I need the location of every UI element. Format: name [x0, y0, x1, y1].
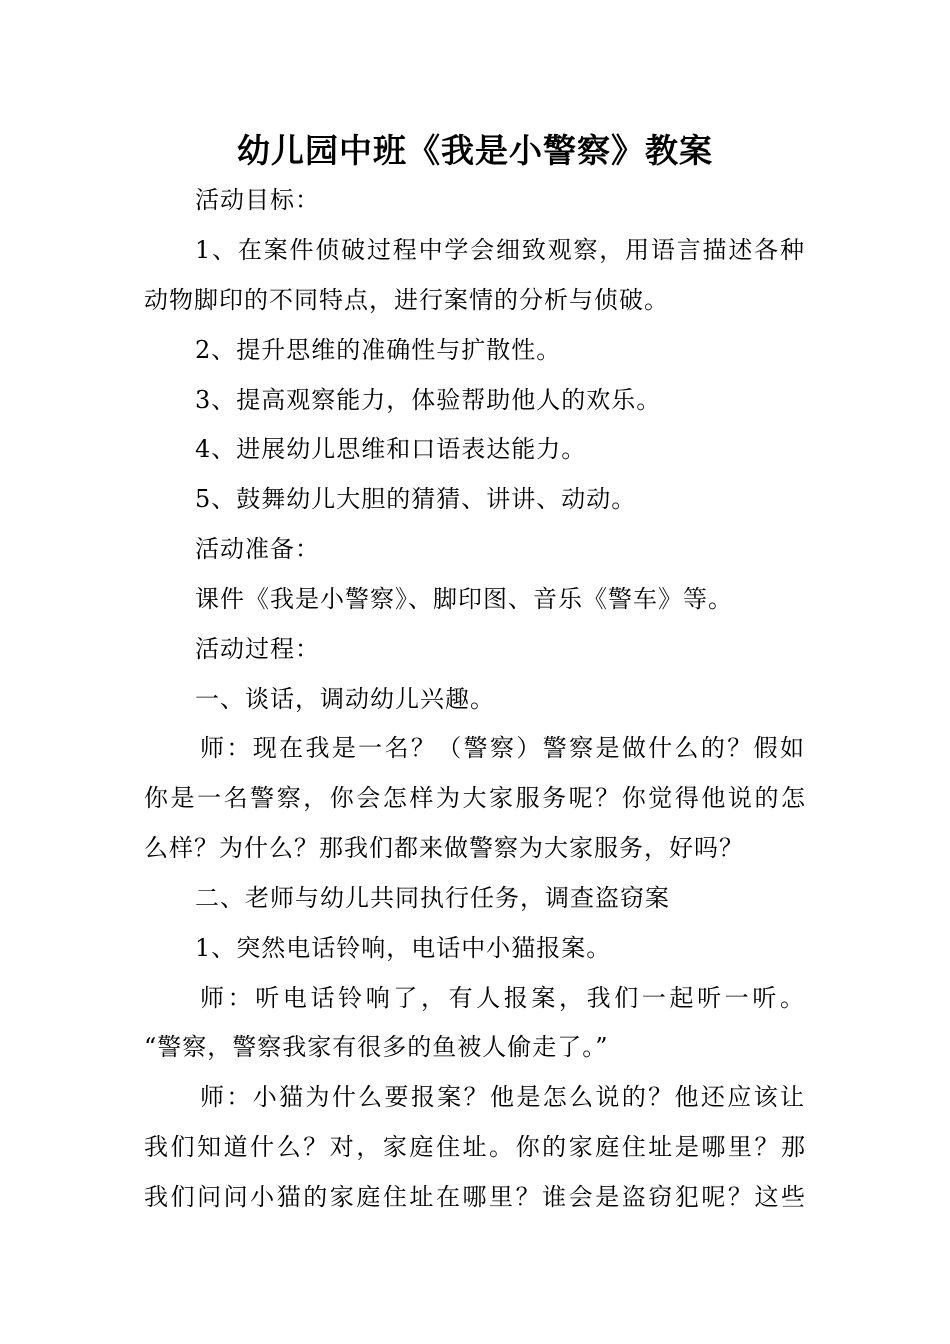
paragraph-line: 二、老师与幼儿共同执行任务，调查盗窃案: [195, 884, 670, 912]
paragraph-line: 师：小猫为什么要报案？他是怎么说的？他还应该让: [200, 1083, 805, 1111]
paragraph-line: 2、提升思维的准确性与扩散性。: [195, 336, 562, 364]
paragraph-line: 1、突然电话铃响，电话中小猫报案。: [195, 934, 612, 962]
paragraph-line: 我们知道什么？对，家庭住址。你的家庭住址是哪里？那: [144, 1133, 806, 1161]
paragraph-line: 5、鼓舞幼儿大胆的猜猜、讲讲、动动。: [195, 485, 637, 513]
paragraph-line: 3、提高观察能力，体验帮助他人的欢乐。: [195, 386, 662, 414]
document-title: 幼儿园中班《我是小警察》教案: [237, 131, 713, 170]
paragraph-line: 一、谈话，调动幼儿兴趣。: [195, 685, 495, 713]
paragraph-line: 我们问问小猫的家庭住址在哪里？谁会是盗窃犯呢？这些: [144, 1183, 806, 1211]
paragraph-line: 动物脚印的不同特点，进行案情的分析与侦破。: [144, 286, 669, 314]
paragraph-line: 你是一名警察，你会怎样为大家服务呢？你觉得他说的怎: [144, 784, 806, 812]
section-heading-process: 活动过程：: [195, 635, 320, 663]
paragraph-line: 课件《我是小警察》、脚印图、音乐《警车》等。: [195, 585, 733, 613]
section-heading-preparation: 活动准备：: [195, 535, 320, 563]
paragraph-line: 4、进展幼儿思维和口语表达能力。: [195, 435, 587, 463]
paragraph-line: “警察，警察我家有很多的鱼被人偷走了。”: [144, 1033, 609, 1061]
paragraph-line: 师：现在我是一名？（警察）警察是做什么的？假如: [200, 734, 805, 762]
paragraph-line: 1、在案件侦破过程中学会细致观察，用语言描述各种: [195, 236, 805, 264]
paragraph-line: 师：听电话铃响了，有人报案，我们一起听一听。: [200, 984, 805, 1012]
paragraph-line: 么样？为什么？那我们都来做警察为大家服务，好吗？: [144, 834, 744, 862]
section-heading-objectives: 活动目标：: [195, 186, 320, 214]
